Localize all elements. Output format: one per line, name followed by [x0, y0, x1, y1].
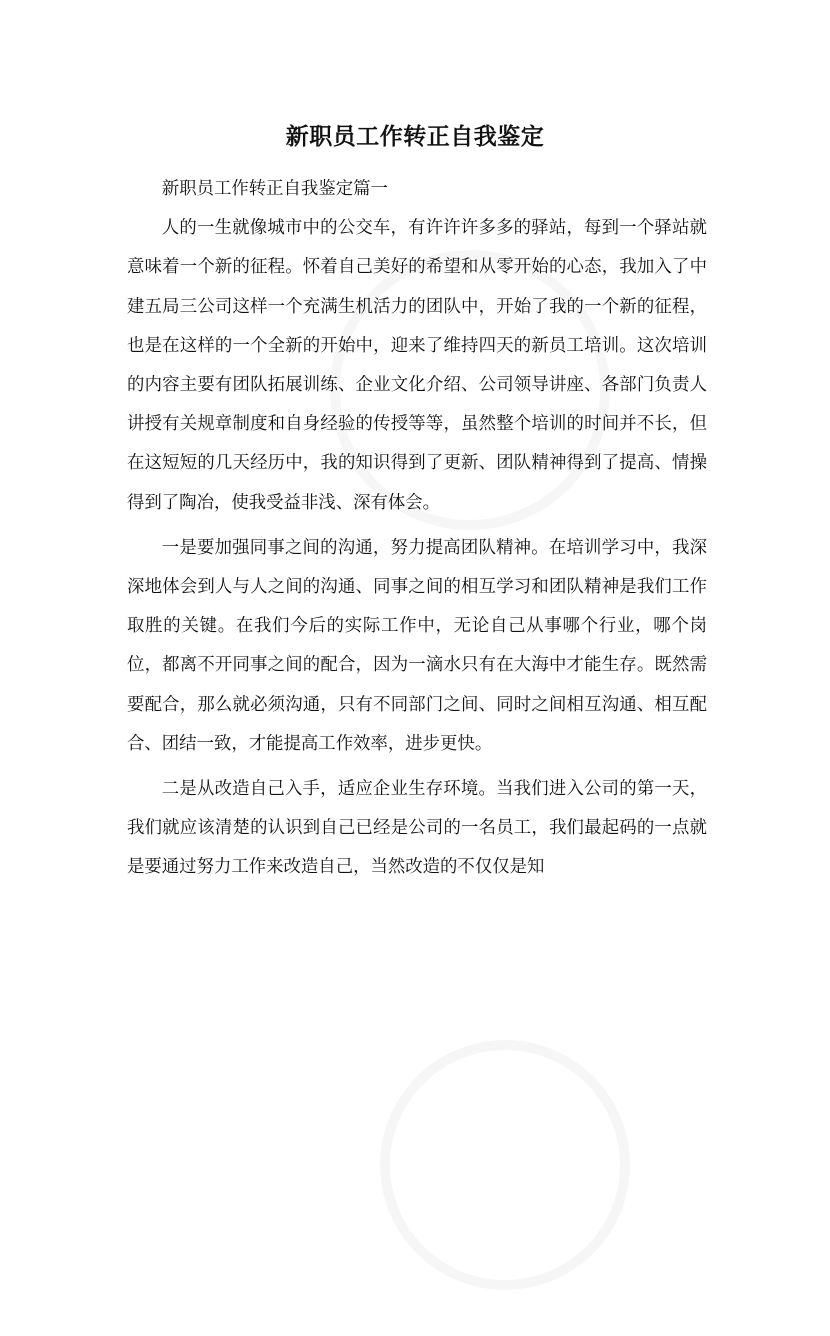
paragraph-3: 二是从改造自己入手，适应企业生存环境。当我们进入公司的第一天，我们就应该清楚的认识到自己已经是公司的一名员工，我们最起码的一点就是要通过努力工作来改造自己，当然改造的不仅仅是知 — [127, 779, 707, 878]
paragraph-1: 人的一生就像城市中的公交车，有许许许多多的驿站，每到一个驿站就意味着一个新的征程。怀着自己美好的希望和从零开始的心态，我加入了中建五局三公司这样一个充满生机活力的团队中，开始了我的一个新的征程，也是在这样的一个全新的开始中，迎来了维持四天的新员工培训。这次培训的内容主要有团队拓展训练、企业文化介绍、公司领导讲座、各部门负责人讲授有关规章制度和自身经验的传授等等，虽然整个培训的时间并不长，但在这短短的几天经历中，我的知识得到了更新、团队精神得到了提高、情操得到了陶冶，使我受益非浅、深有体会。 — [127, 218, 707, 513]
watermark-seal-icon — [334, 994, 676, 1336]
section-subtitle: 新职员工作转正自我鉴定篇一 — [161, 179, 388, 199]
document-title: 新职员工作转正自我鉴定 — [285, 124, 545, 150]
paragraph-2: 一是要加强同事之间的沟通，努力提高团队精神。在培训学习中，我深深地体会到人与人之间的沟通、同事之间的相互学习和团队精神是我们工作取胜的关键。在我们今后的实际工作中，无论自己从事哪个行业，哪个岗位，都离不开同事之间的配合，因为一滴水只有在大海中才能生存。既然需要配合，那么就必须沟通，只有不同部门之间、同时之间相互沟通、相互配合、团结一致，才能提高工作效率，进步更快。 — [127, 537, 707, 754]
document-body — [127, 170, 707, 888]
